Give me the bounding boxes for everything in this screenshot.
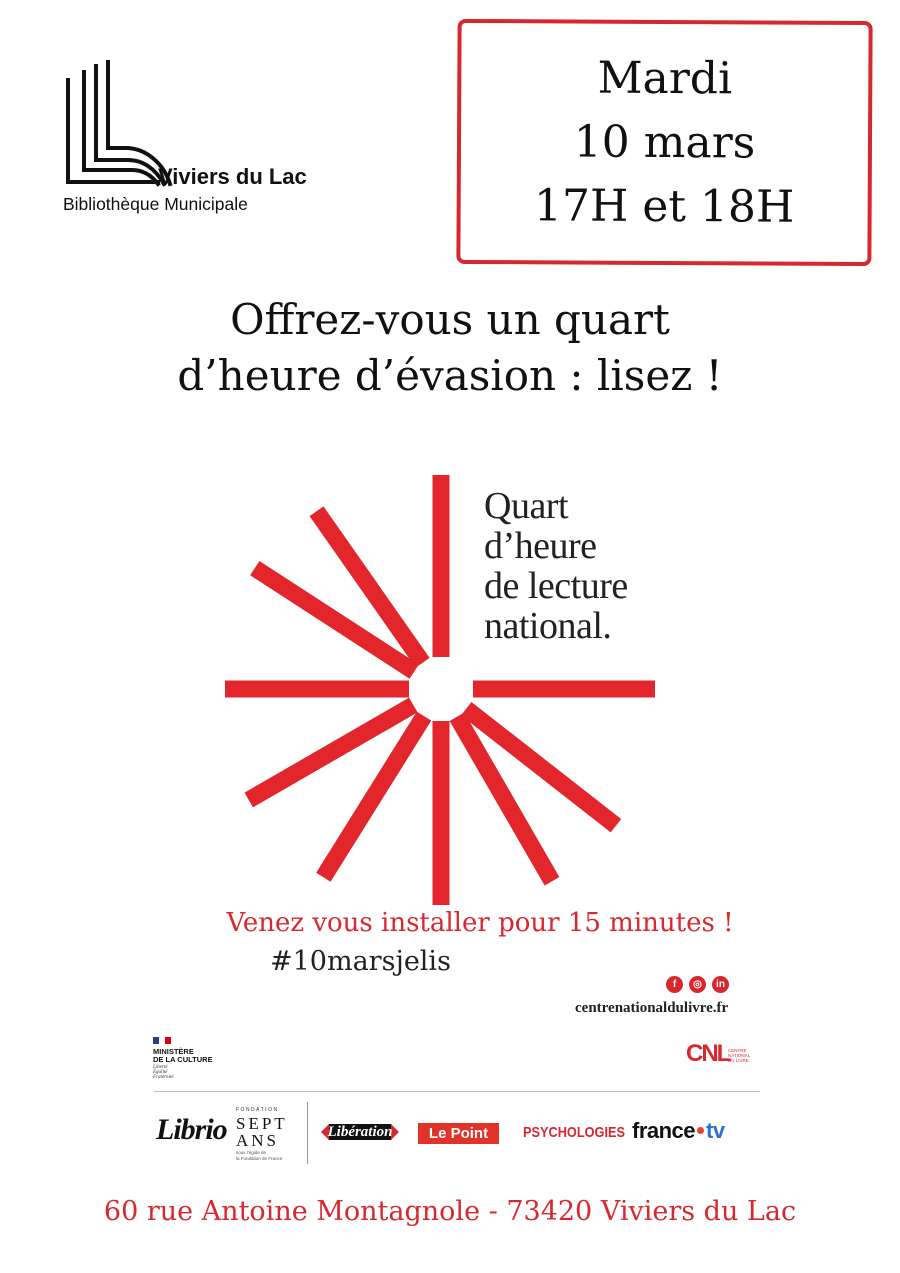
instagram-icon[interactable]: ◎: [689, 976, 706, 993]
campaign-title: [484, 486, 628, 646]
septans-tiny-1: sous l’égide de: [236, 1150, 267, 1155]
star-ray: [225, 681, 409, 698]
ministry-line-1: MINISTÈRE: [153, 1047, 194, 1056]
francetv-text-2: tv: [706, 1118, 725, 1143]
septans-tiny-2: la Fondation de France: [236, 1156, 283, 1161]
headline-line-1: Offrez-vous un quart: [230, 295, 670, 344]
liberation-logo: [321, 1121, 399, 1143]
flag-red: [165, 1037, 171, 1044]
septans-line-2: ANS: [236, 1131, 280, 1150]
ministry-motto-2: Égalité: [153, 1070, 168, 1075]
francetv-dot-icon: [697, 1127, 704, 1134]
cnl-mini-1: CENTRE: [728, 1048, 747, 1053]
francetv-text-1: france: [632, 1118, 696, 1143]
sponsor-divider: [307, 1102, 308, 1164]
campaign-line-4: national.: [484, 605, 612, 647]
library-name: Viviers du Lac: [158, 164, 307, 189]
event-times: 17H et 18H: [533, 179, 795, 233]
library-subtitle: Bibliothèque Municipale: [63, 194, 248, 214]
divider: [154, 1091, 760, 1092]
website-link[interactable]: centrenationaldulivre.fr: [575, 1000, 729, 1016]
event-date: 10 mars: [573, 116, 756, 168]
campaign-line-2: d’heure: [484, 525, 597, 567]
francetv-logo: [632, 1118, 725, 1144]
star-ray: [433, 475, 450, 657]
headline-line-2: d’heure d’évasion : lisez !: [177, 351, 723, 400]
liberation-text: Libération: [327, 1124, 393, 1140]
cnl-mini-3: DU LIVRE: [728, 1058, 749, 1063]
invitation-text: Venez vous installer pour 15 minutes !: [226, 908, 734, 938]
library-logo: [60, 60, 310, 220]
facebook-icon[interactable]: f: [666, 976, 683, 993]
event-day: Mardi: [597, 52, 733, 104]
headline: [100, 292, 800, 404]
campaign-line-3: de lecture: [484, 565, 628, 607]
linkedin-icon[interactable]: in: [712, 976, 729, 993]
ministry-motto-1: Liberté: [153, 1065, 168, 1070]
hashtag[interactable]: #10marsjelis: [270, 946, 451, 977]
address: 60 rue Antoine Montagnole - 73420 Viviers du Lac: [103, 1196, 797, 1227]
septans-top: FONDATION: [236, 1107, 279, 1113]
librio-logo: Librio: [156, 1113, 227, 1146]
lepoint-logo: Le Point: [418, 1123, 499, 1144]
event-date-box: [456, 19, 872, 266]
campaign-line-1: Quart: [484, 485, 569, 527]
star-ray: [433, 721, 450, 905]
psychologies-logo: PSYCHOLOGIES: [523, 1124, 626, 1141]
star-ray: [473, 681, 655, 698]
cnl-logo-text: CNL: [686, 1040, 730, 1067]
cnl-mini-2: NATIONAL: [728, 1053, 751, 1058]
ministry-line-2: DE LA CULTURE: [153, 1055, 213, 1064]
septans-line-1: SEPT: [236, 1114, 288, 1133]
ministry-motto-3: Fraternité: [153, 1075, 174, 1080]
